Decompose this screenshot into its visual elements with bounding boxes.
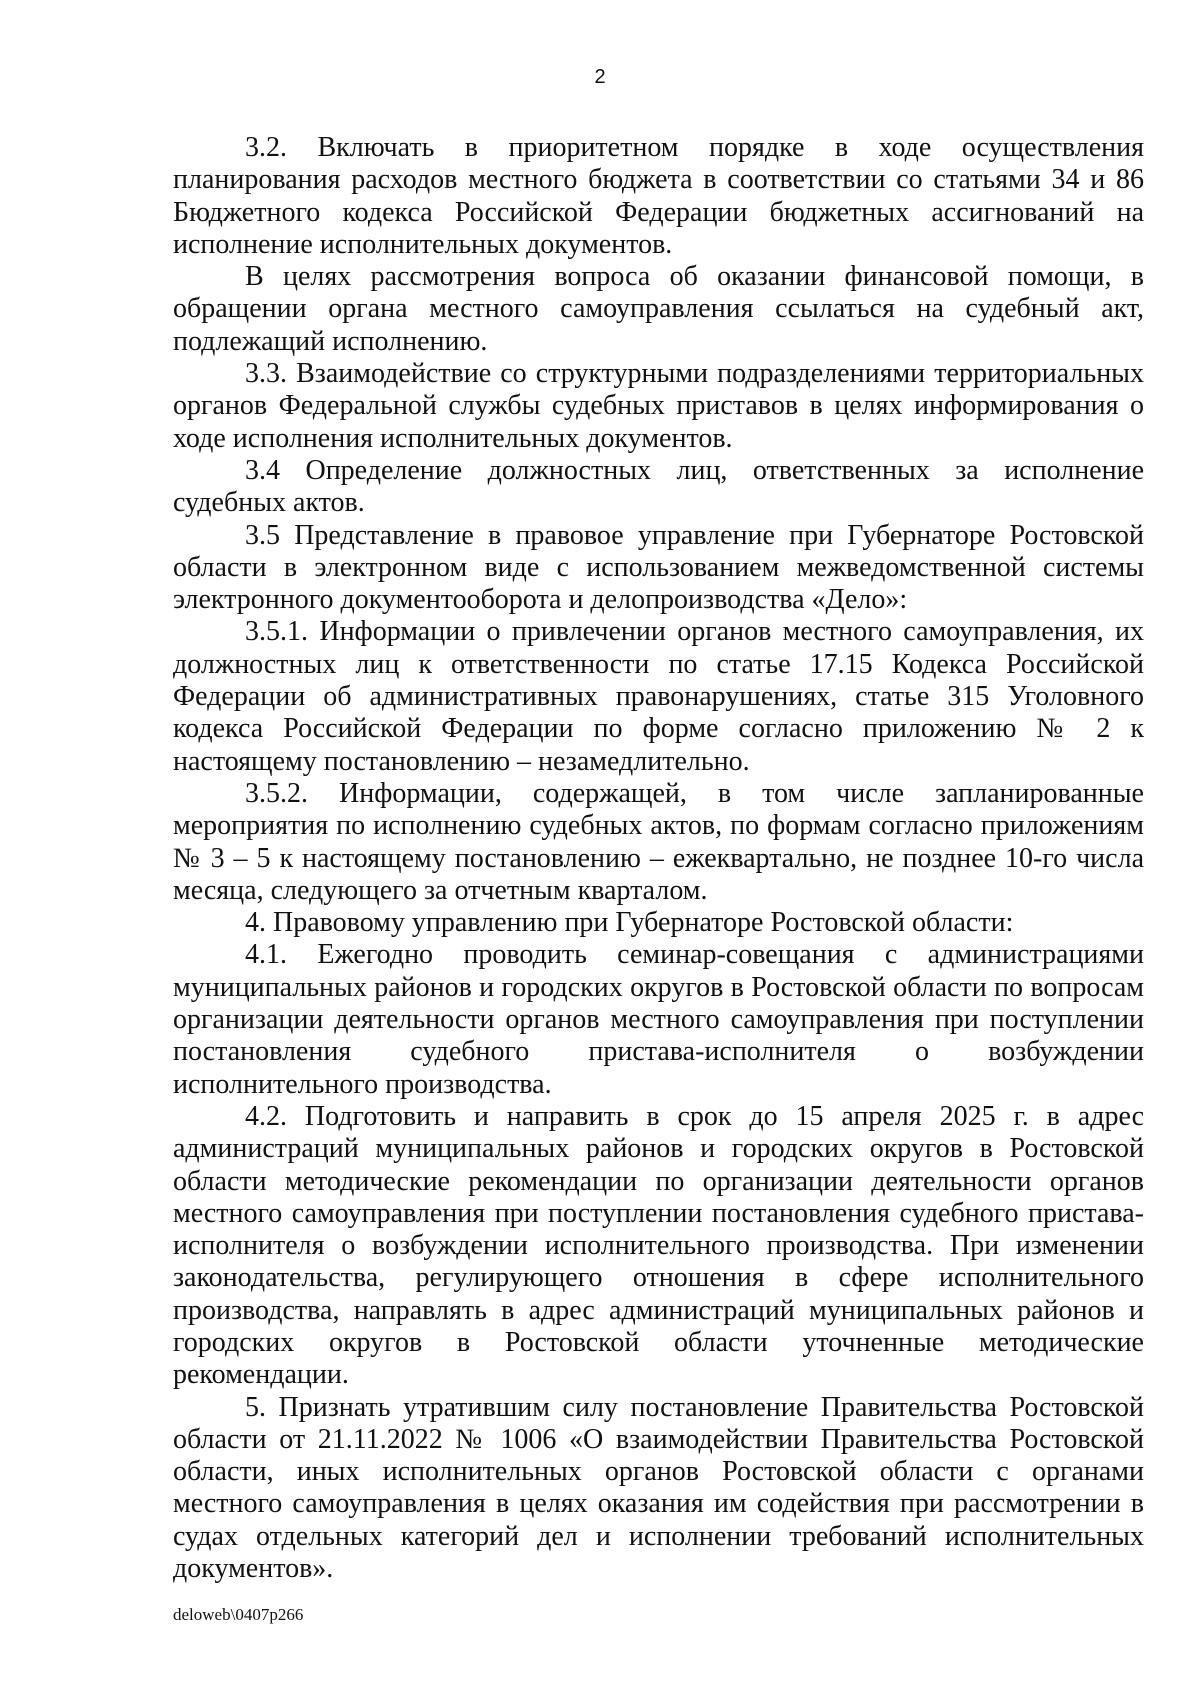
page-number: 2 <box>594 66 606 88</box>
paragraph-3-5: 3.5 Представление в правовое управление при Губернаторе Ростовской области в электронном виде с использованием межведомственной системы электронного документооборота и делопроизводства «Дело»: <box>173 519 1144 616</box>
paragraph-3-3: 3.3. Взаимодействие со структурными подразделениями территориальных органов Федеральной службы судебных приставов в целях информирования о ходе исполнения исполнительных документов. <box>173 358 1144 454</box>
paragraph-4-1: 4.1. Ежегодно проводить семинар-совещания с администрациями муниципальных районов и городских округов в Ростовской области по вопросам организации деятельности органов местного самоуправления при поступлении постановления судебного пристава-исполнителя о возбуждении исполнительного производства. <box>173 939 1144 1100</box>
paragraph-4-2: 4.2. Подготовить и направить в срок до 15 апреля 2025 г. в адрес администраций муниципальных районов и городских округов в Ростовской области методические рекомендации по организации деятельности органов местного самоуправления при поступлении постановления судебного пристава-исполнителя о возбуждении исполнительного производства. При изменении законодательства, регулирующего отношения в сфере исполнительного производства, направлять в адрес администраций муниципальных районов и городских округов в Ростовской области уточненные методические рекомендации. <box>173 1100 1144 1391</box>
paragraph-3-4: 3.4 Определение должностных лиц, ответственных за исполнение судебных актов. <box>173 454 1144 519</box>
paragraph-financial-aid: В целях рассмотрения вопроса об оказании финансовой помощи, в обращении органа местного самоуправления ссылаться на судебный акт, подлежащий исполнению. <box>173 261 1144 357</box>
document-reference-code: deloweb\0407p266 <box>173 1605 304 1624</box>
paragraph-5: 5. Признать утратившим силу постановление Правительства Ростовской области от 21.11.2022 № 1006 «О взаимодействии Правительства Ростовской области, иных исполнительных органов Ростовской области с органами местного самоуправления в целях оказания им содействия при рассмотрении в судах отдельных категорий дел и исполнении требований исполнительных документов». <box>173 1391 1144 1585</box>
paragraph-3-2: 3.2. Включать в приоритетном порядке в ходе осуществления планирования расходов местного бюджета в соответствии со статьями 34 и 86 Бюджетного кодекса Российской Федерации бюджетных ассигнований на исполнение исполнительных документов. <box>173 132 1144 260</box>
document-body <box>173 132 1144 1585</box>
paragraph-3-5-1: 3.5.1. Информации о привлечении органов местного самоуправления, их должностных лиц к ответственности по статье 17.15 Кодекса Российской Федерации об административных правонарушениях, статье 315 Уголовного кодекса Российской Федерации по форме согласно приложению № 2 к настоящему постановлению – незамедлительно. <box>173 616 1144 777</box>
paragraph-3-5-2: 3.5.2. Информации, содержащей, в том числе запланированные мероприятия по исполнению судебных актов, по формам согласно приложениям № 3 – 5 к настоящему постановлению – ежеквартально, не позднее 10-го числа месяца, следующего за отчетным кварталом. <box>173 777 1144 906</box>
paragraph-4: 4. Правовому управлению при Губернаторе Ростовской области: <box>245 907 1014 939</box>
